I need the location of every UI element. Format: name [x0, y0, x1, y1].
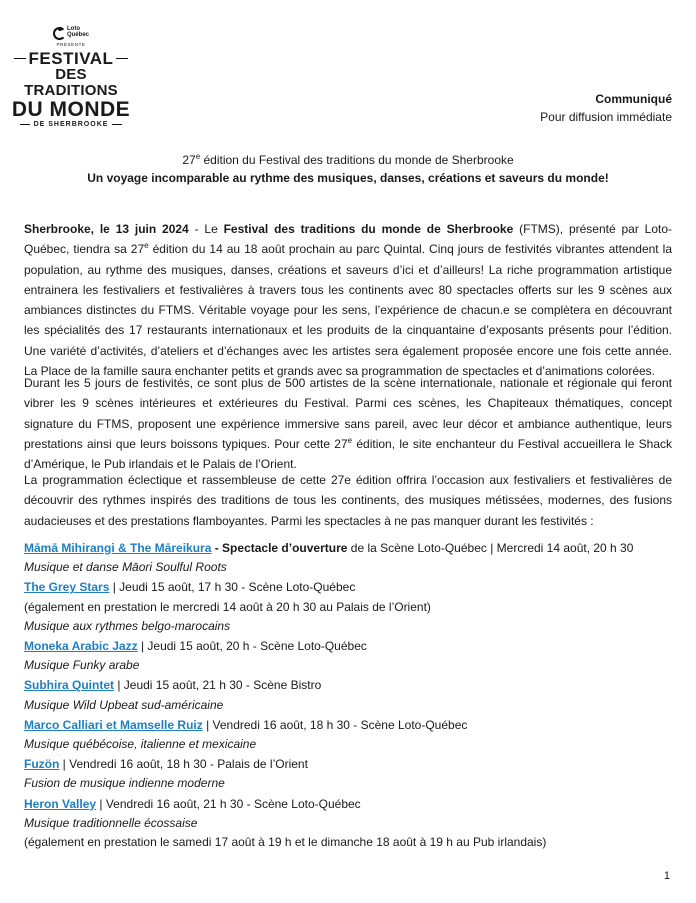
show-genre: Fusion de musique indienne moderne: [24, 776, 225, 791]
show-info: | Jeudi 15 août, 17 h 30 - Scène Loto-Québec: [109, 580, 356, 595]
show-lead: - Spectacle d’ouverture: [211, 541, 348, 555]
show-line: [24, 716, 672, 735]
show-info: | Jeudi 15 août, 21 h 30 - Scène Bistro: [114, 678, 322, 693]
show-item: [24, 539, 672, 577]
show-item: [24, 637, 672, 675]
edition-line: 27e édition du Festival des traditions du monde de Sherbrooke: [182, 152, 514, 167]
show-genre: Musique québécoise, italienne et mexicaine: [24, 737, 257, 752]
show-link[interactable]: Marco Calliari et Mamselle Ruiz: [24, 717, 203, 732]
show-line: [24, 539, 672, 558]
sponsor-name: Loto Québec: [66, 26, 89, 38]
show-item: [24, 716, 672, 754]
show-note: (également en prestation le samedi 17 août à 19 h et le dimanche 18 août à 19 h au Pub irlandais): [24, 835, 547, 850]
headline-title: Un voyage incomparable au rythme des musiques, danses, créations et saveurs du monde!: [87, 171, 609, 185]
show-genre: Musique Wild Upbeat sud-américaine: [24, 697, 224, 712]
show-item: [24, 578, 672, 636]
logo-sherbrooke: DE SHERBROOKE: [10, 121, 132, 128]
logo-festival: FESTIVAL: [10, 50, 132, 67]
show-line: [24, 578, 672, 597]
show-link[interactable]: Māmā Mihirangi & The Māreikura: [24, 541, 212, 555]
headline: [0, 151, 696, 187]
logo-presents: PRÉSENTE: [56, 42, 86, 47]
logo-traditions: DES TRADITIONS: [24, 66, 118, 99]
paragraph-programming: La programmation éclectique et rassembleuse de cette 27e édition offrira l’occasion aux festivaliers et festivalières de découvrir des rythmes inspirés des traditions de tous les continents, des musiques métissées, modernes, des fusions audacieuses et des prestations flamboyantes. Parmi les spectacles à ne pas manquer durant les festivités :: [24, 473, 672, 528]
show-link[interactable]: The Grey Stars: [24, 580, 110, 595]
show-info: | Vendredi 16 août, 18 h 30 - Palais de l’Orient: [59, 757, 308, 772]
shows-list: [24, 539, 672, 853]
show-line: [24, 755, 672, 774]
page-number: 1: [663, 870, 670, 882]
loto-quebec-logo: [10, 24, 132, 40]
show-item: [24, 755, 672, 793]
show-genre: Musique et danse Māori Soulful Roots: [24, 560, 227, 575]
release-type: Communiqué: [595, 92, 672, 106]
show-link[interactable]: Fuzön: [24, 757, 60, 772]
show-line: [24, 795, 672, 814]
release-diffusion: Pour diffusion immédiate: [540, 110, 672, 124]
show-info: | Vendredi 16 août, 18 h 30 - Scène Loto-Québec: [202, 717, 468, 732]
show-note: (également en prestation le mercredi 14 août à 20 h 30 au Palais de l’Orient): [24, 599, 431, 614]
show-item: [24, 676, 672, 714]
festival-name: Festival des traditions du monde de Sherbrooke: [223, 222, 514, 236]
show-info: | Vendredi 16 août, 21 h 30 - Scène Loto-Québec: [96, 796, 361, 811]
paragraph-artists: Durant les 5 jours de festivités, ce sont plus de 500 artistes de la scène internationale, nationale et régionale qui feront vibrer les 9 scènes intérieures et extérieures du Festival. Parmi ces scènes, les Chapiteaux thématiques, concept signature du FTMS, proposent une expérience immersive sans pareil, avec leur décor et ambiance authentique, leurs prestations ainsi que leurs boissons typiques. Pour cette 27e édition, le site enchanteur du Festival accueillera le Shack d’Amérique, le Pub irlandais et le Palais de l’Orient.: [24, 376, 672, 472]
release-header: [540, 90, 672, 126]
logo-du-monde: DU MONDE: [11, 98, 131, 121]
show-line: [24, 676, 672, 695]
show-link[interactable]: Heron Valley: [24, 796, 97, 811]
show-info: | Jeudi 15 août, 20 h - Scène Loto-Québec: [137, 639, 367, 654]
show-line: [24, 637, 672, 656]
show-link[interactable]: Subhira Quintet: [24, 678, 114, 693]
show-genre: Musique aux rythmes belgo-marocains: [24, 618, 231, 633]
show-info: de la Scène Loto-Québec | Mercredi 14 août, 20 h 30: [347, 541, 634, 555]
loto-quebec-mark-icon: [53, 27, 64, 38]
show-genre: Musique traditionnelle écossaise: [24, 815, 198, 830]
show-link[interactable]: Moneka Arabic Jazz: [24, 639, 138, 654]
festival-logo: [10, 24, 132, 128]
show-item: [24, 795, 672, 853]
paragraph-intro: Sherbrooke, le 13 juin 2024 - Le Festival des traditions du monde de Sherbrooke (FTMS), présenté par Loto-Québec, tiendra sa 27e édition du 14 au 18 août prochain au parc Quintal. Cinq jours de festivités vibrantes attendent la population, au rythme des musiques, danses, créations et saveurs d’ici et d’ailleurs! La riche programmation artistique entrainera les festivaliers et festivalières à travers tous les continents avec 80 spectacles offerts sur les 9 scènes aux ambiances distinctes du FTMS. Véritable voyage pour les sens, l’expérience de chacun.e se complètera en découvrant les spécialités des 17 restaurants internationaux et les produits de la cinquantaine d’exposants présents pour l’édition. Une variété d’activités, d’ateliers et d’échanges avec les artistes sera également proposée encore une fois cette année. La Place de la famille saura enchanter petits et grands avec sa programmation de spectacles et d’animations colorées.: [24, 222, 673, 379]
show-genre: Musique Funky arabe: [24, 658, 140, 673]
dateline: Sherbrooke, le 13 juin 2024: [24, 222, 189, 236]
